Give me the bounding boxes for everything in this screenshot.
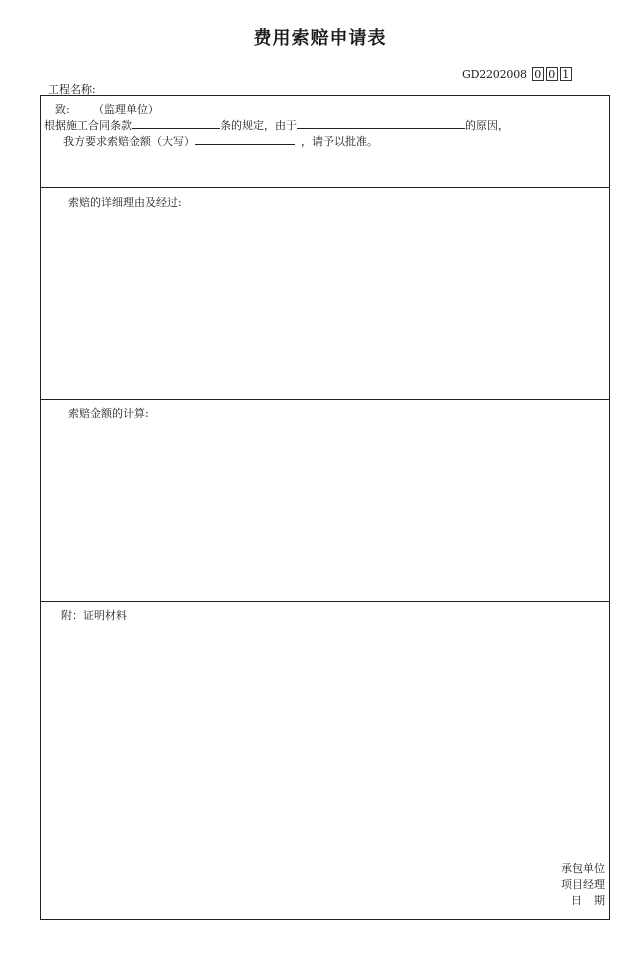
form-code	[462, 66, 572, 82]
amount-request-line	[63, 133, 378, 149]
date-label: 日期	[571, 894, 617, 907]
clause-middle: 条的规定，由于	[220, 119, 297, 132]
project-manager-label: 项目经理	[561, 878, 605, 891]
clause-suffix: 的原因，	[465, 119, 509, 132]
claim-reason-section[interactable]	[41, 188, 609, 400]
amount-field[interactable]	[195, 133, 295, 145]
form-code-digit: 0	[546, 67, 558, 81]
addressee-section	[41, 96, 609, 188]
to-label: 致:	[55, 103, 70, 116]
amount-suffix: ，请予以批准。	[301, 135, 378, 148]
amount-prefix: 我方要求索赔金额（大写）	[63, 135, 195, 148]
supervisor-label: （监理单位）	[93, 103, 159, 116]
claim-calculation-label: 索赔金额的计算:	[68, 407, 149, 420]
form-code-digit: 1	[560, 67, 572, 81]
attachments-section[interactable]	[41, 602, 617, 920]
project-name-label: 工程名称:	[48, 83, 96, 96]
clause-prefix: 根据施工合同条款	[44, 119, 132, 132]
claim-reason-label: 索赔的详细理由及经过:	[68, 196, 182, 209]
contract-clause-line	[44, 117, 509, 133]
reason-field[interactable]	[297, 117, 465, 129]
contractor-label: 承包单位	[561, 862, 605, 875]
form-title: 费用索赔申请表	[253, 28, 387, 49]
form-code-prefix: GD2202008	[462, 67, 527, 81]
claim-form-table	[40, 95, 617, 920]
claim-calculation-section[interactable]	[41, 400, 609, 602]
attachments-label: 附：证明材料	[61, 609, 127, 622]
clause-number-field[interactable]	[132, 117, 220, 129]
form-code-digit: 0	[532, 67, 544, 81]
